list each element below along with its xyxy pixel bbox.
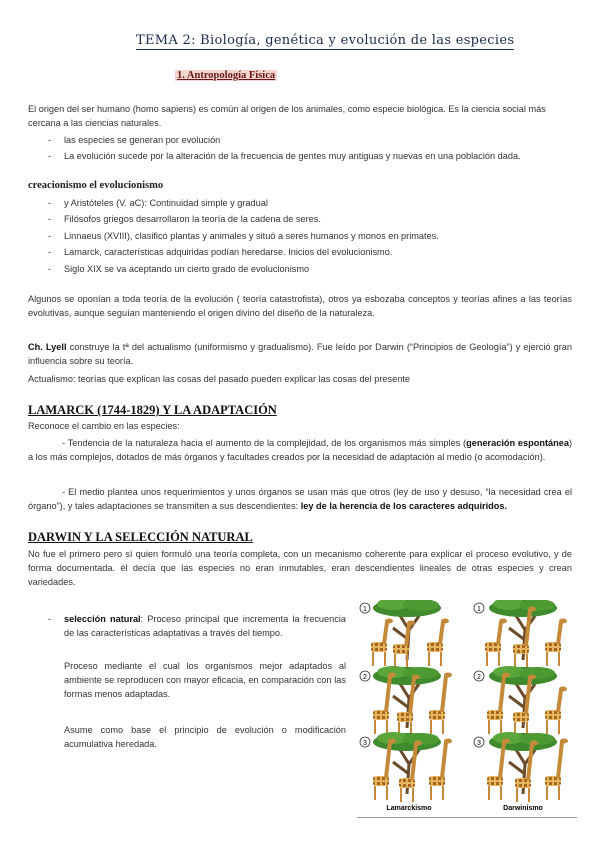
- panel-number: 1: [477, 606, 481, 613]
- list-item: - y Aristóteles (V. aC): Continuidad simple y gradual: [48, 198, 268, 208]
- list-item: - Linnaeus (XVIII), clasificó plantas y animales y situó a seres humanos y monos en primates.: [48, 231, 439, 241]
- lamarck-point-2: - El medio plantea unos requerimientos y unos órganos se usan más que otros (ley de uso y desuso, “la necesidad crea el órgano”), y tales adaptaciones se transmiten a sus descendientes: ley de la herencia de los caracteres adquiridos.: [28, 487, 572, 511]
- list-item: - las especies se generan por evolución: [48, 135, 221, 145]
- panel-number: 2: [477, 674, 481, 681]
- lamarck-darwin-figure: [357, 600, 577, 814]
- lyell-paragraph: Ch. Lyell construye la tª del actualismo (uniformismo y gradualismo). Fue leído por Darwin (“Principios de Geología”) y ejerció gran influencia sobre su teoría.: [28, 342, 572, 366]
- figure-divider: [357, 817, 577, 818]
- panel-number: 2: [363, 674, 367, 681]
- panel-number: 3: [363, 740, 367, 747]
- actualismo-paragraph: Actualismo: teorías que explican las cosas del pasado pueden explicar las cosas del presente: [28, 374, 411, 384]
- page-title: TEMA 2: Biología, genética y evolución de las especies: [136, 33, 515, 48]
- panel-number: 3: [477, 740, 481, 747]
- lamarck-intro: Reconoce el cambio en las especies:: [28, 421, 180, 431]
- lyell-name: Ch. Lyell: [28, 342, 67, 352]
- list-item: - Filósofos griegos desarrollaron la teoría de la cadena de seres.: [48, 214, 321, 224]
- list-item: - La evolución sucede por la alteración de la frecuencia de gentes muy antiguas y nuevas en una población dada.: [48, 151, 521, 161]
- darwin-paragraph: No fue el primero pero sí quien formuló una teoría completa, con un mecanismo coherente para explicar el proceso evolutivo, y de forma documentada. él decía que las especies no eran inmutables, eran descendientes lineales de otras especies y crean variedades.: [28, 549, 572, 587]
- panel-number: 1: [363, 606, 367, 613]
- algunos-paragraph: Algunos se oponían a toda teoría de la evolución ( teoría catastrofista), otros ya esbozaba conceptos y teorías afines a las teorías evolutivas, aunque seguían manteniendo el origen divino del diseño de la naturaleza.: [28, 294, 572, 318]
- section-heading-antropologia: 1. Antropología Física: [177, 70, 276, 81]
- list-item: - Lamarck, características adquiridas podían heredarse. Inicios del evolucionismo.: [48, 247, 393, 257]
- darwin-heading: DARWIN Y LA SELECCIÓN NATURAL: [28, 530, 253, 544]
- list-item: - Siglo XIX se va aceptando un cierto grado de evolucionismo: [48, 264, 310, 274]
- asume-paragraph: Asume como base el principio de evolución o modificación acumulativa heredada.: [64, 725, 346, 749]
- lamarck-heading: LAMARCK (1744-1829) Y LA ADAPTACIÓN: [28, 403, 277, 417]
- label-lamarckismo: Lamarckismo: [386, 805, 432, 812]
- lamarck-point-1: - Tendencia de la naturaleza hacia el aumento de la complejidad, de los organismos más simples (generación espontánea) a los más complejos, dotados de más órganos y facultades creados por la necesidad de adaptación al medio (o acomodación).: [28, 438, 573, 462]
- bullet-dash: -: [48, 614, 52, 624]
- seleccion-natural-item: selección natural: Proceso principal que incrementa la frecuencia de las características adaptativas a través del tiempo.: [64, 614, 346, 638]
- creacionismo-heading: creacionismo el evolucionismo: [28, 180, 164, 191]
- proceso-paragraph: Proceso mediante el cual los organismos mejor adaptados al ambiente se reproducen con mayor eficacia, en comparación con las formas menos adaptadas.: [64, 661, 346, 699]
- intro-paragraph: El origen del ser humano (homo sapiens) es común al origen de los animales, como especie biológica. Es la ciencia social más cercana a las ciencias naturales.: [28, 104, 546, 128]
- label-darwinismo: Darwinismo: [503, 805, 543, 812]
